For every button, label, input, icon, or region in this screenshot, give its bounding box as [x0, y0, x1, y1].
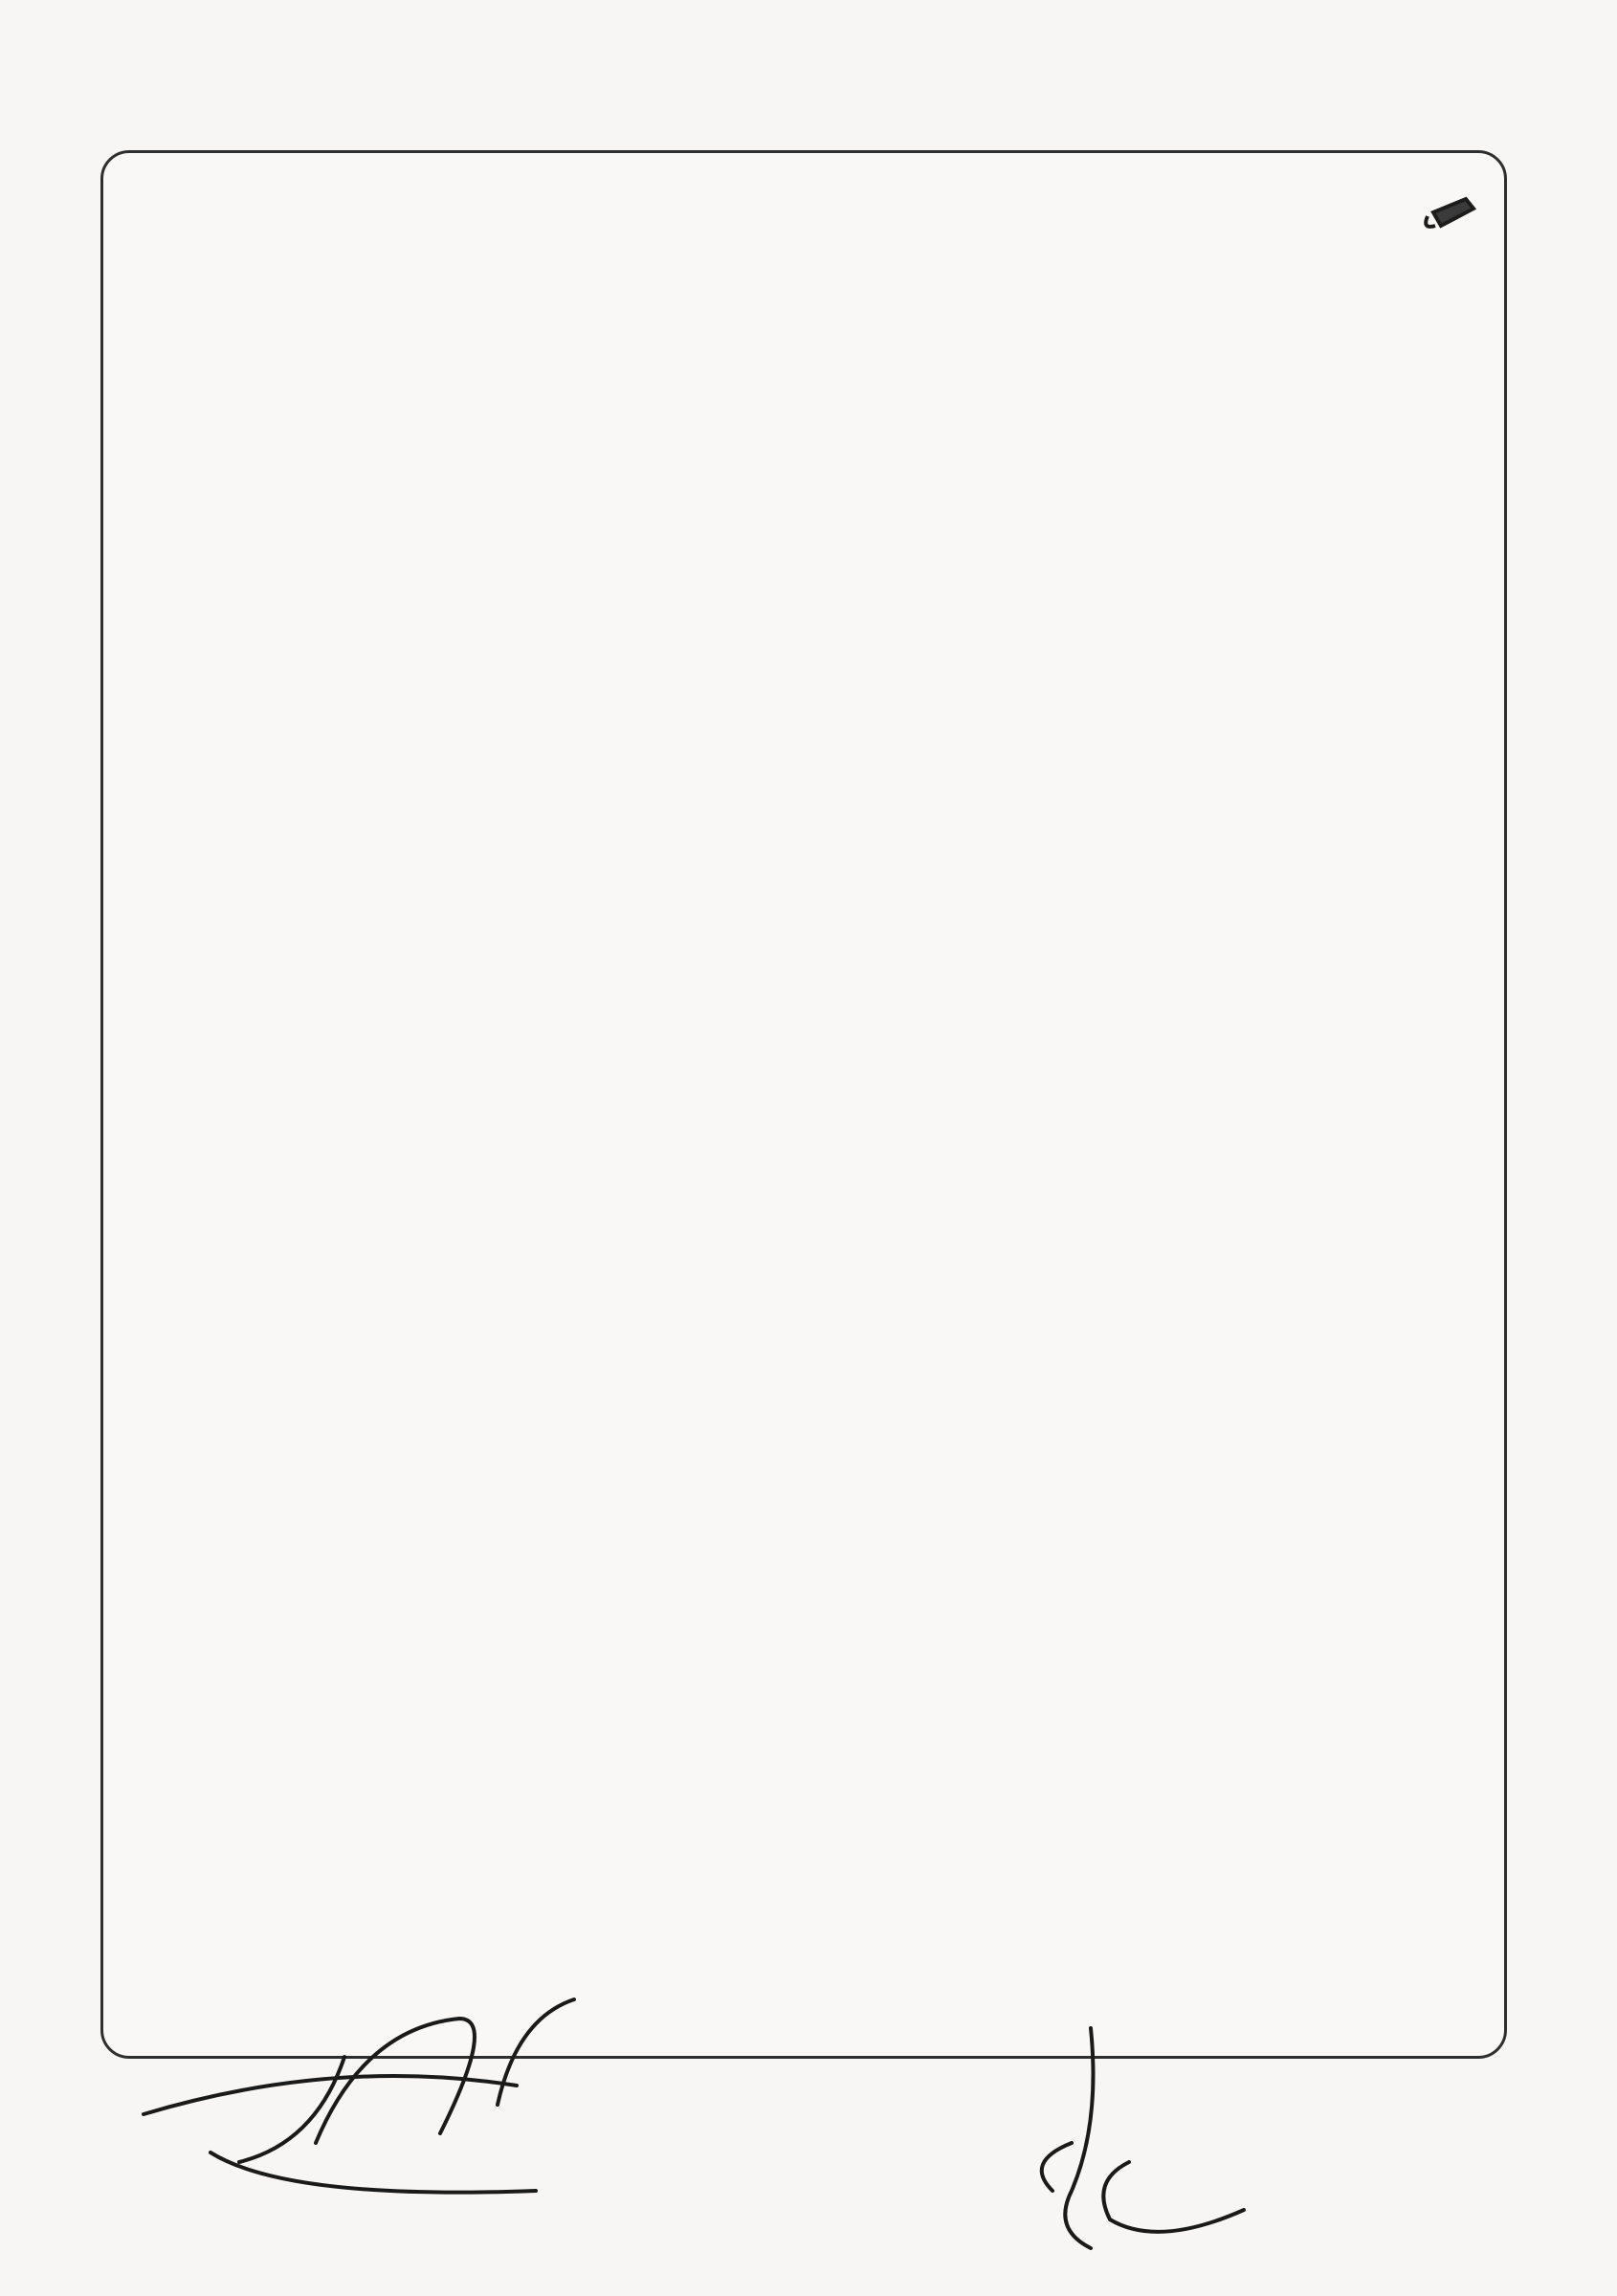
narrator-signature [144, 1999, 574, 2193]
interviewer-signature [1042, 2028, 1244, 2248]
